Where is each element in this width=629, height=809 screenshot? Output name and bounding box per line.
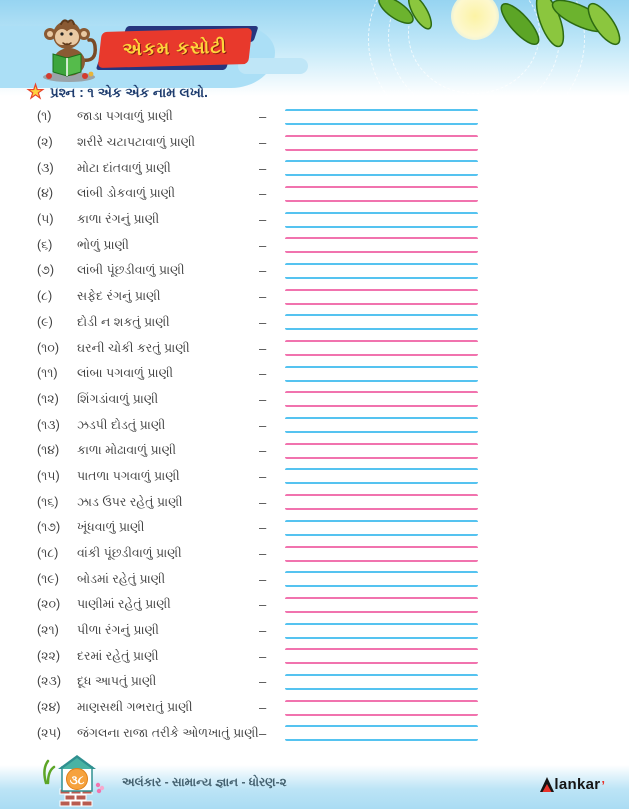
item-number: (૨) bbox=[37, 135, 53, 150]
item-label: જાડા પગવાળું પ્રાણી bbox=[77, 109, 173, 124]
item-dash: – bbox=[259, 468, 267, 484]
answer-lines bbox=[285, 135, 478, 151]
item-dash: – bbox=[259, 700, 267, 716]
answer-lines bbox=[285, 520, 478, 536]
item-dash: – bbox=[259, 443, 267, 459]
answer-lines bbox=[285, 725, 478, 741]
leaf-cluster-icon bbox=[378, 0, 442, 44]
item-dash: – bbox=[259, 314, 267, 330]
item-label: ઝડપી દોડતું પ્રાણી bbox=[77, 417, 166, 432]
answer-lines bbox=[285, 623, 478, 639]
item-label: પાણીમાં રહેતું પ્રાણી bbox=[77, 597, 171, 612]
item-dash: – bbox=[259, 160, 267, 176]
answer-lines bbox=[285, 109, 478, 125]
item-number: (૨૦) bbox=[37, 597, 61, 612]
item-dash: – bbox=[259, 237, 267, 253]
list-item bbox=[0, 489, 629, 515]
item-label: સફેદ રંગનું પ્રાણી bbox=[77, 289, 161, 304]
banner-ribbon bbox=[98, 28, 253, 68]
item-label: ભોળું પ્રાણી bbox=[77, 237, 129, 252]
list-item bbox=[0, 721, 629, 747]
item-number: (૧૭) bbox=[37, 520, 61, 535]
item-dash: – bbox=[259, 186, 267, 202]
list-item bbox=[0, 541, 629, 567]
unit-test-banner bbox=[98, 26, 256, 70]
item-label: લાંબી ડોકવાળું પ્રાણી bbox=[77, 186, 176, 201]
item-dash: – bbox=[259, 674, 267, 690]
alankar-logo-dot: ’ bbox=[601, 778, 605, 793]
item-dash: – bbox=[259, 109, 267, 125]
answer-lines bbox=[285, 700, 478, 716]
list-item bbox=[0, 438, 629, 464]
list-item bbox=[0, 669, 629, 695]
list-item bbox=[0, 566, 629, 592]
item-dash: – bbox=[259, 135, 267, 151]
item-dash: – bbox=[259, 417, 267, 433]
answer-lines bbox=[285, 468, 478, 484]
monkey-mascot-icon bbox=[33, 18, 105, 82]
item-dash: – bbox=[259, 571, 267, 587]
list-item bbox=[0, 130, 629, 156]
item-number: (૧૯) bbox=[37, 571, 59, 586]
item-label: ખૂંધવાળું પ્રાણી bbox=[77, 520, 145, 535]
item-label: ઝાડ ઉપર રહેતું પ્રાણી bbox=[77, 494, 183, 509]
item-number: (૪) bbox=[37, 186, 54, 201]
item-label: પાતળા પગવાળું પ્રાણી bbox=[77, 468, 180, 483]
answer-lines bbox=[285, 366, 478, 382]
item-dash: – bbox=[259, 391, 267, 407]
answer-lines bbox=[285, 391, 478, 407]
list-item bbox=[0, 592, 629, 618]
item-dash: – bbox=[259, 289, 267, 305]
item-label: શિંગડાંવાળું પ્રાણી bbox=[77, 391, 159, 406]
item-number: (૧) bbox=[37, 109, 52, 124]
answer-lines bbox=[285, 417, 478, 433]
list-item bbox=[0, 155, 629, 181]
banner-label: એકમ કસોટી bbox=[122, 36, 228, 59]
item-dash: – bbox=[259, 366, 267, 382]
item-dash: – bbox=[259, 494, 267, 510]
answer-lines bbox=[285, 648, 478, 664]
item-number: (૧૬) bbox=[37, 494, 59, 509]
item-number: (૨૧) bbox=[37, 623, 59, 638]
item-number: (૮) bbox=[37, 289, 53, 304]
item-label: દરમાં રહેતું પ્રાણી bbox=[77, 648, 159, 663]
list-item bbox=[0, 387, 629, 413]
list-item bbox=[0, 181, 629, 207]
item-dash: – bbox=[259, 725, 267, 741]
list-item bbox=[0, 618, 629, 644]
item-dash: – bbox=[259, 212, 267, 228]
answer-lines bbox=[285, 546, 478, 562]
answer-lines bbox=[285, 597, 478, 613]
list-item bbox=[0, 232, 629, 258]
item-label: શરીરે ચટાપટાવાળું પ્રાણી bbox=[77, 135, 196, 150]
list-item bbox=[0, 310, 629, 336]
item-label: લાંબા પગવાળું પ્રાણી bbox=[77, 366, 174, 381]
list-item bbox=[0, 464, 629, 490]
item-number: (૩) bbox=[37, 160, 54, 175]
list-item bbox=[0, 695, 629, 721]
leaf-cluster-icon bbox=[492, 0, 622, 78]
answer-lines bbox=[285, 494, 478, 510]
item-dash: – bbox=[259, 520, 267, 536]
item-label: મોટા દાંતવાળું પ્રાણી bbox=[77, 160, 171, 175]
page-number-house-icon bbox=[38, 753, 116, 809]
item-number: (૧૨) bbox=[37, 391, 59, 406]
item-dash: – bbox=[259, 597, 267, 613]
answer-lines bbox=[285, 212, 478, 228]
answer-lines bbox=[285, 674, 478, 690]
item-dash: – bbox=[259, 546, 267, 562]
item-label: ઘરની ચોકી કરતું પ્રાણી bbox=[77, 340, 190, 355]
alankar-logo-a-icon bbox=[540, 777, 554, 792]
item-number: (૨૪) bbox=[37, 700, 61, 715]
item-label: કાળા રંગનું પ્રાણી bbox=[77, 212, 160, 227]
item-number: (૧૩) bbox=[37, 417, 60, 432]
list-item bbox=[0, 207, 629, 233]
item-label: માણસથી ગભરાતું પ્રાણી bbox=[77, 700, 193, 715]
item-number: (૧૮) bbox=[37, 546, 59, 561]
answer-lines bbox=[285, 237, 478, 253]
item-number: (૨૨) bbox=[37, 648, 61, 663]
list-item bbox=[0, 643, 629, 669]
list-item bbox=[0, 104, 629, 130]
page-number: ૩૮ bbox=[69, 773, 85, 787]
alankar-logo-text: lankar bbox=[554, 776, 601, 793]
item-dash: – bbox=[259, 340, 267, 356]
header-sky bbox=[0, 0, 629, 96]
item-label: કાળા મોઢાવાળું પ્રાણી bbox=[77, 443, 177, 458]
item-number: (૯) bbox=[37, 314, 53, 329]
answer-lines bbox=[285, 160, 478, 176]
item-number: (૧૧) bbox=[37, 366, 58, 381]
list-item bbox=[0, 361, 629, 387]
question-heading bbox=[27, 83, 208, 102]
answer-lines bbox=[285, 314, 478, 330]
item-number: (૧૦) bbox=[37, 340, 59, 355]
item-number: (૧૪) bbox=[37, 443, 60, 458]
item-number: (૨૫) bbox=[37, 725, 61, 740]
list-item bbox=[0, 412, 629, 438]
item-label: લાંબી પૂંછડીવાળું પ્રાણી bbox=[77, 263, 185, 278]
star-icon: ★ bbox=[27, 82, 45, 103]
item-label: પીળા રંગનું પ્રાણી bbox=[77, 623, 159, 638]
item-label: બોડમાં રહેતું પ્રાણી bbox=[77, 571, 166, 586]
list-item bbox=[0, 258, 629, 284]
list-item bbox=[0, 284, 629, 310]
answer-lines bbox=[285, 571, 478, 587]
list-item bbox=[0, 335, 629, 361]
question-list bbox=[0, 104, 629, 746]
item-number: (૨૩) bbox=[37, 674, 61, 689]
item-label: દૂધ આપતું પ્રાણી bbox=[77, 674, 157, 689]
item-dash: – bbox=[259, 648, 267, 664]
item-label: જંગલના રાજા તરીકે ઓળખાતું પ્રાણી bbox=[77, 725, 259, 740]
answer-lines bbox=[285, 289, 478, 305]
item-number: (૧૫) bbox=[37, 468, 60, 483]
item-dash: – bbox=[259, 623, 267, 639]
answer-lines bbox=[285, 340, 478, 356]
footer-band bbox=[0, 765, 629, 809]
answer-lines bbox=[285, 443, 478, 459]
answer-lines bbox=[285, 263, 478, 279]
answer-lines bbox=[285, 186, 478, 202]
question-label: પ્રશ્ન : ૧ એક એક નામ લખો. bbox=[50, 84, 208, 100]
footer-book-title: અલંકાર - સામાન્ય જ્ઞાન - ધોરણ-૨ bbox=[122, 775, 287, 789]
item-number: (૬) bbox=[37, 237, 53, 252]
item-number: (૭) bbox=[37, 263, 55, 278]
item-number: (૫) bbox=[37, 212, 54, 227]
list-item bbox=[0, 515, 629, 541]
item-label: દોડી ન શકતું પ્રાણી bbox=[77, 314, 170, 329]
alankar-logo bbox=[540, 777, 605, 792]
item-label: વાંકી પૂંછડીવાળું પ્રાણી bbox=[77, 546, 182, 561]
item-dash: – bbox=[259, 263, 267, 279]
